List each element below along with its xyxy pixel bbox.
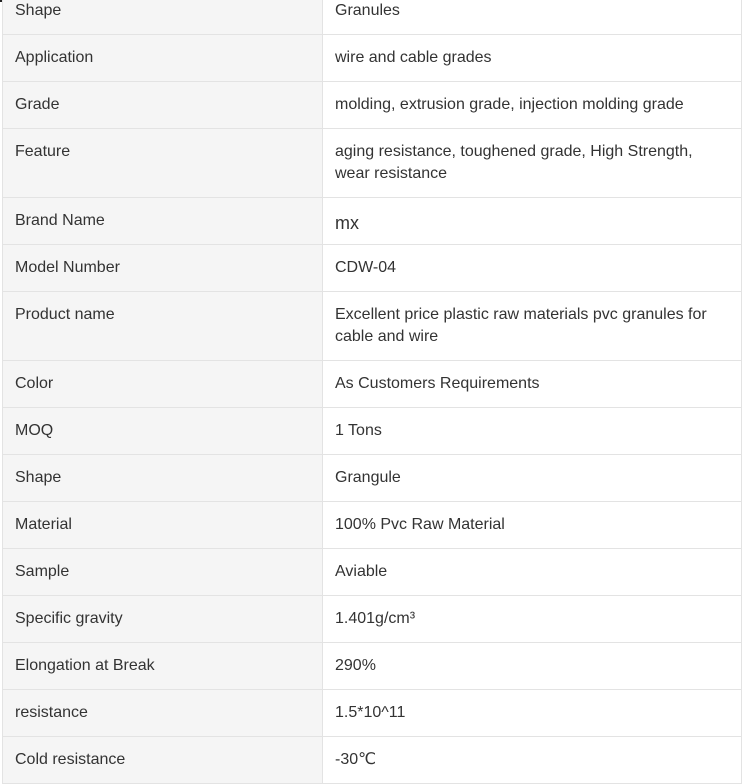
table-row [3, 690, 742, 737]
table-row [3, 737, 742, 784]
spec-label: Application [3, 35, 323, 82]
table-row [3, 245, 742, 292]
spec-value: CDW-04 [323, 245, 742, 292]
spec-label: resistance [3, 690, 323, 737]
table-row [3, 292, 742, 361]
table-row [3, 0, 742, 35]
spec-label: Shape [3, 0, 323, 35]
table-row [3, 549, 742, 596]
spec-label: Specific gravity [3, 596, 323, 643]
table-row [3, 643, 742, 690]
spec-label: Sample [3, 549, 323, 596]
spec-label: Elongation at Break [3, 643, 323, 690]
spec-value: mx [323, 198, 742, 245]
table-row [3, 596, 742, 643]
spec-label: Product name [3, 292, 323, 361]
product-spec-table [2, 0, 742, 784]
spec-value: wire and cable grades [323, 35, 742, 82]
table-row [3, 408, 742, 455]
spec-value: 1.5*10^11 [323, 690, 742, 737]
spec-label: Grade [3, 82, 323, 129]
spec-value: 1 Tons [323, 408, 742, 455]
table-row [3, 502, 742, 549]
spec-value: As Customers Requirements [323, 361, 742, 408]
table-row [3, 198, 742, 245]
table-row [3, 455, 742, 502]
spec-value: molding, extrusion grade, injection molding grade [323, 82, 742, 129]
spec-label: Color [3, 361, 323, 408]
table-row [3, 129, 742, 198]
spec-label: Cold resistance [3, 737, 323, 784]
spec-value: 1.401g/cm³ [323, 596, 742, 643]
spec-value: Grangule [323, 455, 742, 502]
spec-value: aging resistance, toughened grade, High Strength, wear resistance [323, 129, 742, 198]
spec-value: -30℃ [323, 737, 742, 784]
table-row [3, 35, 742, 82]
spec-value: Aviable [323, 549, 742, 596]
table-row [3, 82, 742, 129]
spec-label: Shape [3, 455, 323, 502]
spec-label: Model Number [3, 245, 323, 292]
table-row [3, 361, 742, 408]
spec-value: 290% [323, 643, 742, 690]
spec-value: Granules [323, 0, 742, 35]
spec-value: Excellent price plastic raw materials pvc granules for cable and wire [323, 292, 742, 361]
spec-label: Brand Name [3, 198, 323, 245]
spec-value: 100% Pvc Raw Material [323, 502, 742, 549]
spec-label: Feature [3, 129, 323, 198]
spec-label: Material [3, 502, 323, 549]
spec-label: MOQ [3, 408, 323, 455]
